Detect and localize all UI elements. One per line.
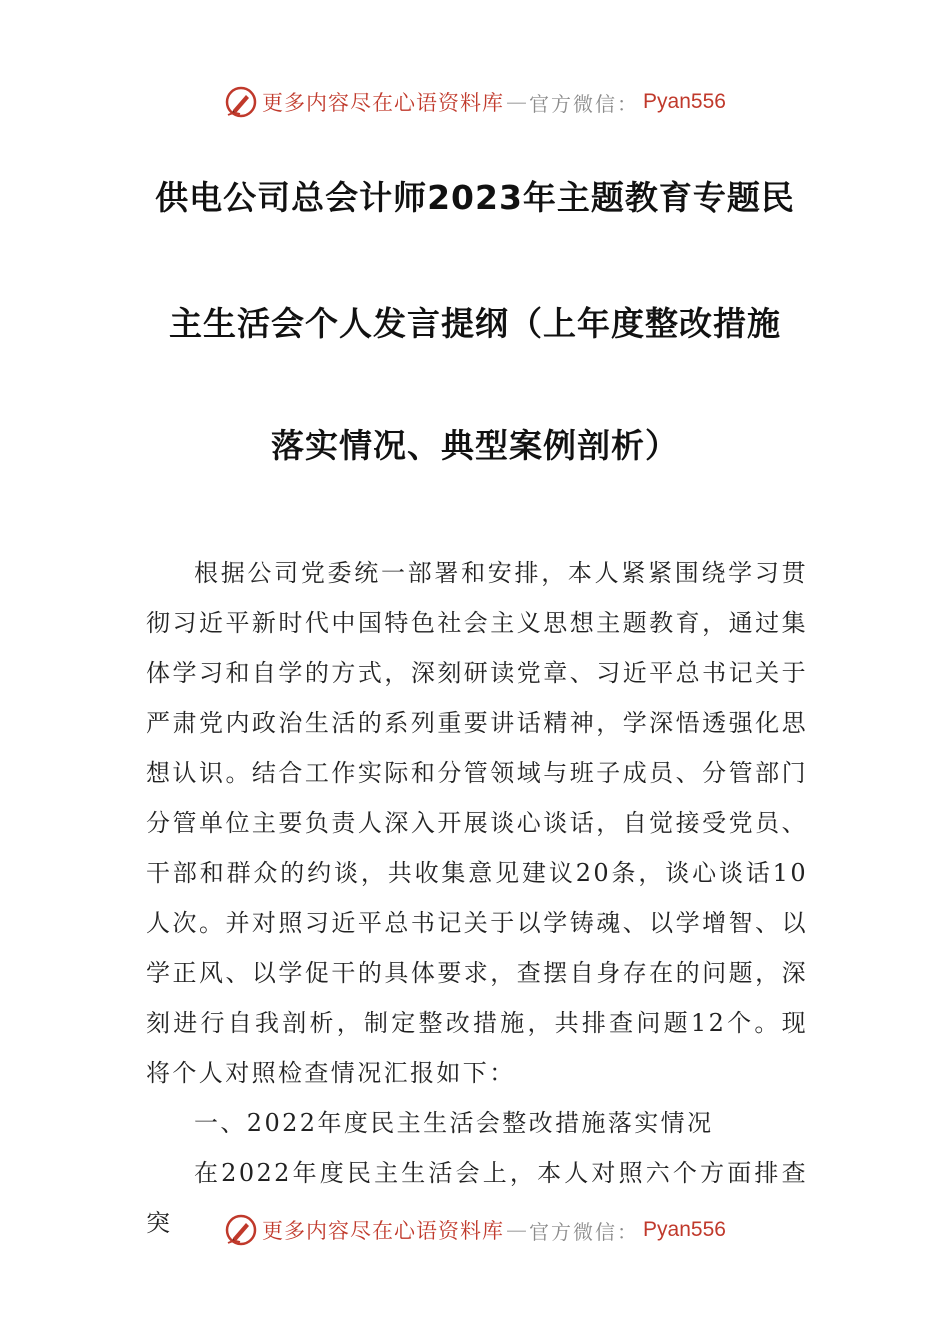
watermark-dash: —: [506, 90, 528, 114]
watermark-wechat-label: 官方微信：: [529, 1219, 640, 1244]
watermark-banner-bottom: [0, 1210, 950, 1250]
document-title-line-2: 主生活会个人发言提纲（上年度整改措施: [169, 304, 781, 343]
pen-circle-logo-icon: [224, 85, 258, 119]
watermark-wechat-id: Pyan556: [643, 90, 726, 113]
section-heading-1: 一、2022年度民主生活会整改措施落实情况: [194, 1109, 714, 1137]
watermark-text: 更多内容尽在心语资料库: [262, 1219, 505, 1243]
body-paragraph-intro: 根据公司党委统一部署和安排，本人紧紧围绕学习贯彻习近平新时代中国特色社会主义思想主题教育，通过集体学习和自学的方式，深刻研读党章、习近平总书记关于严肃党内政治生活的系列重要讲话精神，学深悟透强化思想认识。结合工作实际和分管领域与班子成员、分管部门分管单位主要负责人深入开展谈心谈话，自觉接受党员、干部和群众的约谈，共收集意见建议20条，谈心谈话10人次。并对照习近平总书记关于以学铸魂、以学增智、以学正风、以学促干的具体要求，查摆自身存在的问题，深刻进行自我剖析，制定整改措施，共排查问题12个。现将个人对照检查情况汇报如下：: [146, 559, 808, 1087]
watermark-dash: —: [506, 1218, 528, 1242]
document-title-line-3: 落实情况、典型案例剖析）: [271, 426, 679, 465]
document-body: [146, 548, 808, 1248]
document-title-line-1: 供电公司总会计师2023年主题教育专题民: [155, 178, 795, 217]
watermark-wechat-label: 官方微信：: [529, 91, 640, 116]
watermark-text: 更多内容尽在心语资料库: [262, 91, 505, 115]
watermark-wechat-id: Pyan556: [643, 1218, 726, 1241]
watermark-banner-top: [0, 82, 950, 122]
pen-circle-logo-icon: [224, 1213, 258, 1247]
body-paragraph-section-1: 在2022年度民主生活会上，本人对照六个方面排查突: [146, 1159, 808, 1237]
